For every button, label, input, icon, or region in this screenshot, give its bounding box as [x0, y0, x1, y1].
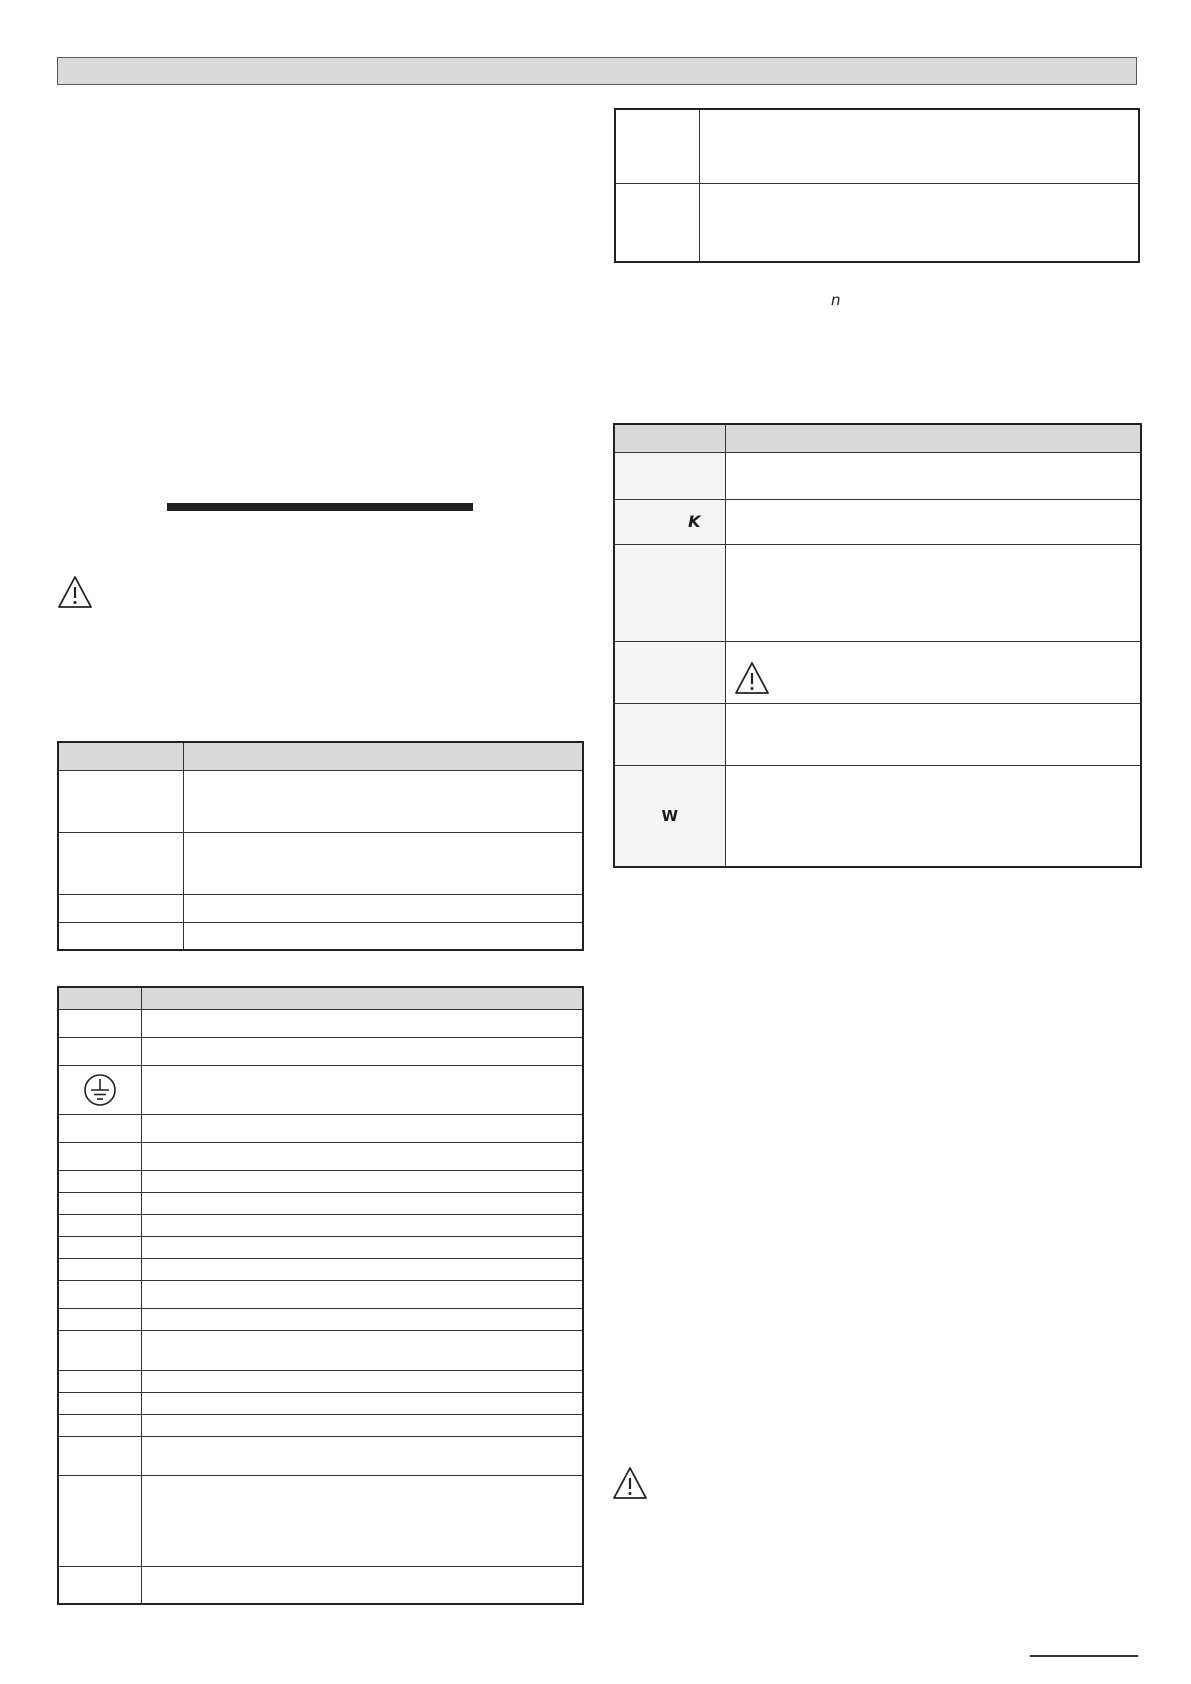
- table-cell: [614, 703, 725, 765]
- table-cell: [58, 1392, 141, 1414]
- table-cell: [183, 922, 583, 950]
- warning-triangle-icon: [734, 660, 770, 696]
- table-cell: [141, 1280, 583, 1308]
- table-cell: [141, 1330, 583, 1370]
- protective-earth-icon: [83, 1073, 117, 1107]
- table-cell: [58, 1280, 141, 1308]
- table-cell: [141, 1114, 583, 1142]
- table-cell: [614, 452, 725, 499]
- table-cell: [614, 499, 725, 544]
- table-cell: [141, 1037, 583, 1065]
- table-cell: [725, 641, 1141, 703]
- table-header-cell: [58, 987, 141, 1009]
- warning-triangle-icon: [612, 1465, 648, 1501]
- table-header-cell: [58, 742, 183, 770]
- table-cell: [58, 1114, 141, 1142]
- table-cell: [58, 1037, 141, 1065]
- table-cell: [725, 452, 1141, 499]
- table-cell: [141, 1170, 583, 1192]
- table-cell: [699, 109, 1139, 183]
- table-header-cell: [141, 987, 583, 1009]
- table-cell: [58, 1370, 141, 1392]
- table-cell: [183, 832, 583, 894]
- table-cell: [614, 641, 725, 703]
- table-right-top: [614, 108, 1140, 263]
- table-cell: [183, 894, 583, 922]
- table-cell: [141, 1475, 583, 1566]
- display-glyph: n: [831, 291, 841, 309]
- table-left-b: [57, 986, 584, 1605]
- table-cell: [615, 109, 699, 183]
- table-cell: [141, 1065, 583, 1114]
- table-cell: [725, 544, 1141, 641]
- table-cell: [141, 1414, 583, 1436]
- table-cell: [141, 1192, 583, 1214]
- table-cell: [58, 1308, 141, 1330]
- table-cell: [58, 1170, 141, 1192]
- table-cell: [141, 1566, 583, 1604]
- section-rule: [167, 503, 473, 511]
- footer-rule: [1030, 1655, 1138, 1657]
- table-header-cell: [725, 424, 1141, 452]
- table-cell: [58, 1475, 141, 1566]
- table-cell: [58, 1192, 141, 1214]
- table-cell: [614, 544, 725, 641]
- table-cell: [141, 1392, 583, 1414]
- table-cell: [58, 1330, 141, 1370]
- table-left-a: [57, 741, 584, 951]
- table-cell: [58, 1214, 141, 1236]
- table-cell: [141, 1436, 583, 1475]
- table-cell: [614, 765, 725, 867]
- table-cell: [58, 832, 183, 894]
- table-cell: [58, 1065, 141, 1114]
- table-header-cell: [183, 742, 583, 770]
- table-cell: [725, 703, 1141, 765]
- table-header-cell: [614, 424, 725, 452]
- table-cell: [58, 1236, 141, 1258]
- table-cell: [58, 1258, 141, 1280]
- header-band: [57, 57, 1137, 85]
- table-cell: [141, 1258, 583, 1280]
- table-cell: [141, 1236, 583, 1258]
- table-cell: [141, 1142, 583, 1170]
- symbol-k: K: [688, 512, 701, 531]
- table-cell: [58, 894, 183, 922]
- table-cell: [58, 1142, 141, 1170]
- table-cell: [141, 1009, 583, 1037]
- table-cell: [141, 1308, 583, 1330]
- table-cell: [58, 1566, 141, 1604]
- table-cell: [699, 183, 1139, 262]
- table-cell: [58, 1009, 141, 1037]
- table-cell: [615, 183, 699, 262]
- table-cell: [725, 765, 1141, 867]
- table-cell: [141, 1214, 583, 1236]
- table-cell: [725, 499, 1141, 544]
- table-cell: [141, 1370, 583, 1392]
- table-cell: [58, 1414, 141, 1436]
- table-right-main: [613, 423, 1142, 868]
- table-cell: [58, 1436, 141, 1475]
- symbol-w: W: [661, 806, 679, 825]
- table-cell: [58, 922, 183, 950]
- warning-triangle-icon: [57, 574, 93, 610]
- table-cell: [183, 770, 583, 832]
- table-cell: [58, 770, 183, 832]
